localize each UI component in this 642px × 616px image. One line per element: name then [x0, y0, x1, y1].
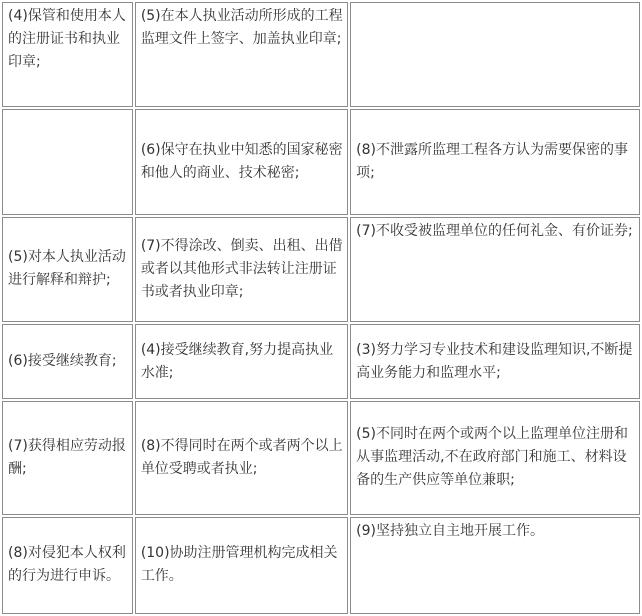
table-cell-obligations: (6)保守在执业中知悉的国家秘密和他人的商业、技术秘密;: [135, 109, 348, 214]
table-cell-code: (7)不收受被监理单位的任何礼金、有价证券;: [350, 217, 640, 322]
table-cell-obligations: (4)接受继续教育,努力提高执业水准;: [135, 324, 348, 399]
table-row: [2, 2, 640, 107]
table-cell-code: (5)不同时在两个或两个以上监理单位注册和从事监理活动,不在政府部门和施工、材料设备的生产供应等单位兼职;: [350, 401, 640, 515]
table-cell-code: (9)坚持独立自主地开展工作。: [350, 517, 640, 614]
table-row: [2, 401, 640, 515]
table-cell-obligations: (10)协助注册管理机构完成相关工作。: [135, 517, 348, 614]
table-cell-code: (8)不泄露所监理工程各方认为需要保密的事项;: [350, 109, 640, 214]
table-cell-rights: (6)接受继续教育;: [2, 324, 133, 399]
table-row: [2, 324, 640, 399]
table-cell-obligations: (5)在本人执业活动所形成的工程监理文件上签字、加盖执业印章;: [135, 2, 348, 107]
table-cell-obligations: (8)不得同时在两个或者两个以上单位受聘或者执业;: [135, 401, 348, 515]
table-cell-rights: [2, 109, 133, 214]
table-cell-obligations: (7)不得涂改、倒卖、出租、出借或者以其他形式非法转让注册证书或者执业印章;: [135, 217, 348, 322]
table-row: [2, 517, 640, 614]
table-cell-rights: (4)保管和使用本人的注册证书和执业印章;: [2, 2, 133, 107]
table-row: [2, 217, 640, 322]
table-row: [2, 109, 640, 214]
table-cell-rights: (8)对侵犯本人权利的行为进行申诉。: [2, 517, 133, 614]
table-cell-rights: (5)对本人执业活动进行解释和辩护;: [2, 217, 133, 322]
table-cell-code: [350, 2, 640, 107]
table-cell-rights: (7)获得相应劳动报酬;: [2, 401, 133, 515]
table-cell-code: (3)努力学习专业技术和建设监理知识,不断提高业务能力和监理水平;: [350, 324, 640, 399]
